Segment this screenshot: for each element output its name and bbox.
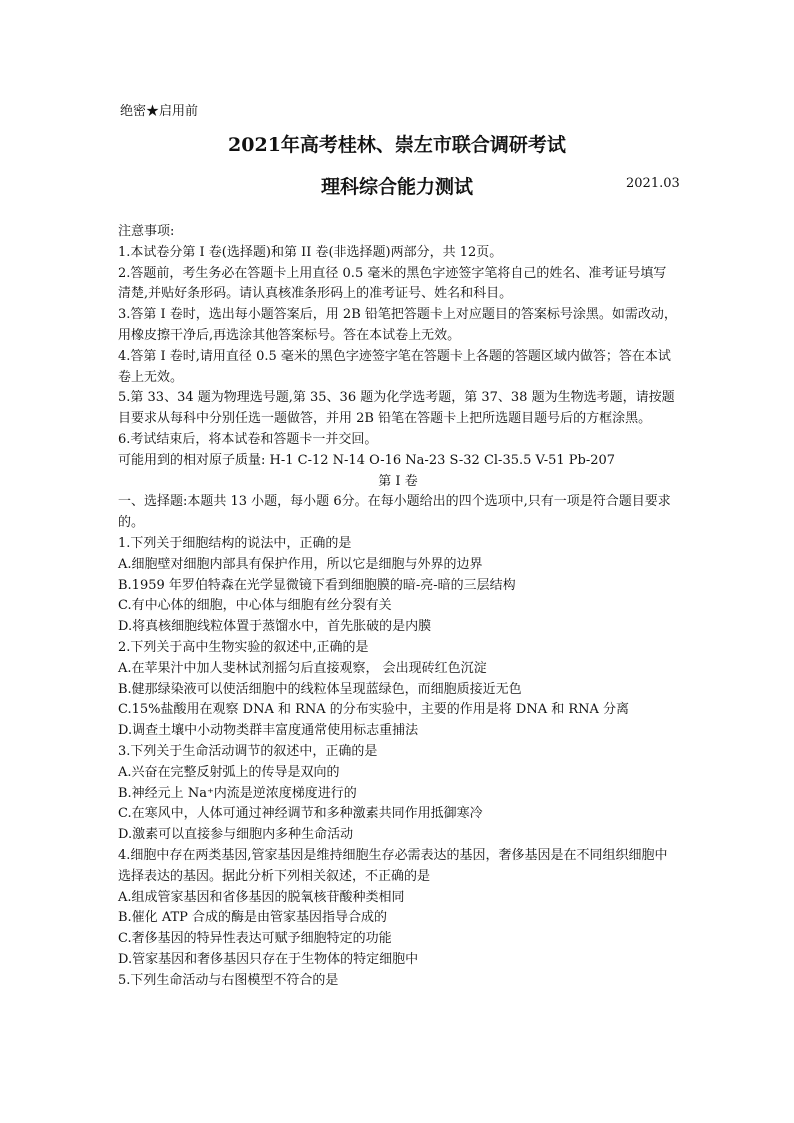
question-1-stem: 1.下列关于细胞结构的说法中，正确的是 <box>118 535 352 551</box>
question-3-option-d: D.激素可以直接参与细胞内多种生命活动 <box>118 827 354 843</box>
exam-title: 2021年高考桂林、崇左市联合调研考试 <box>228 134 566 156</box>
exam-subtitle: 理科综合能力测试 <box>320 176 473 198</box>
question-1-option-b: B.1959 年罗伯特森在光学显微镜下看到细胞膜的暗-亮-暗的三层结构 <box>118 577 516 593</box>
question-5-stem: 5.下列生命活动与右图模型不符合的是 <box>118 972 339 988</box>
confidential-mark: 绝密★启用前 <box>120 104 199 119</box>
note-item-3: 3.答第 I 卷时，选出每小题答案后，用 2B 铅笔把答题卡上对应题目的答案标号涂黑。如需改动，用橡皮擦干净后,再选涂其他答案标号。答在本试卷上无效。 <box>118 307 677 343</box>
question-3-stem: 3.下列关于生命活动调节的叙述中，正确的是 <box>118 743 378 759</box>
exam-body <box>118 222 678 991</box>
question-1-option-c: C.有中心体的细胞，中心体与细胞有丝分裂有关 <box>118 598 392 614</box>
question-4-option-c: C.奢侈基因的特异性表达可赋予细胞特定的功能 <box>118 931 392 947</box>
question-4-option-a: A.组成管家基因和省侈基因的脱氧核苷酸种类相同 <box>118 889 405 905</box>
question-3-option-b: B.神经元上 Na⁺内流是逆浓度梯度进行的 <box>118 785 357 801</box>
question-2-option-b: B.健那绿染液可以使活细胞中的线粒体呈现蓝绿色，而细胞质接近无色 <box>118 681 522 697</box>
question-2-stem: 2.下列关于高中生物实验的叙述中,正确的是 <box>118 639 369 655</box>
section-title: 第 I 卷 <box>378 473 418 489</box>
question-4-option-d: D.管家基因和奢侈基因只存在于生物体的特定细胞中 <box>118 951 419 967</box>
question-4-option-b: B.催化 ATP 合成的酶是由管家基因指导合成的 <box>118 910 388 926</box>
note-item-5: 5.第 33、34 题为物理选号题,第 35、36 题为化学选考题，第 37、38 题为生物选考题，请按题目要求从每科中分别任选一题做答，并用 2B 铅笔在答题卡上把所选题目题号后的方框涂黑。 <box>118 390 675 427</box>
note-item-4: 4.答第 I 卷时,请用直径 0.5 毫米的黑色字迹签字笔在答题卡上各题的答题区域内做答；答在本试卷上无效。 <box>118 348 671 385</box>
question-1-option-a: A.细胞壁对细胞内部具有保护作用，所以它是细胞与外界的边界 <box>118 556 483 572</box>
section-instruction: 一、选择题:本题共 13 小题，每小题 6分。在每小题给出的四个选项中,只有一项是符合题目要求的。 <box>118 494 671 531</box>
question-1-option-d: D.将真核细胞线粒体置于蒸馏水中，首先胀破的是内膜 <box>118 619 432 635</box>
question-3-option-c: C.在寒风中，人体可通过神经调节和多种激素共同作用抵御寒冷 <box>118 806 483 822</box>
question-3-option-a: A.兴奋在完整反射弧上的传导是双向的 <box>118 764 340 780</box>
notes-heading: 注意事项: <box>118 224 175 239</box>
question-2-option-d: D.调查土壤中小动物类群丰富度通常使用标志重捕法 <box>118 723 419 739</box>
note-item-1: 1.本试卷分第 I 卷(选择题)和第 II 卷(非选择题)两部分，共 12页。 <box>118 244 503 260</box>
question-2-option-a: A.在苹果汁中加人斐林试剂摇匀后直接观察， 会出现砖红色沉淀 <box>118 660 487 676</box>
question-4-stem: 4.细胞中存在两类基因,管家基因是维持细胞生存必需表达的基因，奢侈基因是在不同组织细胞中选择表达的基因。据此分析下列相关叙述，不正确的是 <box>118 847 668 884</box>
note-item-2: 2.答题前，考生务必在答题卡上用直径 0.5 毫米的黑色字迹签字笔将自己的姓名、准考证号填写清楚,并贴好条形码。请认真核准条形码上的准考证号、姓名和科目。 <box>118 265 667 302</box>
question-2-option-c: C.15%盐酸用在观察 DNA 和 RNA 的分布实验中，主要的作用是将 DNA 和 RNA 分离 <box>118 702 630 718</box>
atomic-masses: 可能用到的相对原子质量: H-1 C-12 N-14 O-16 Na-23 S-32 Cl-35.5 V-51 Pb-207 <box>118 452 616 468</box>
note-item-6: 6.考试结束后，将本试卷和答题卡一并交回。 <box>118 431 378 447</box>
exam-date: 2021.03 <box>626 176 680 191</box>
